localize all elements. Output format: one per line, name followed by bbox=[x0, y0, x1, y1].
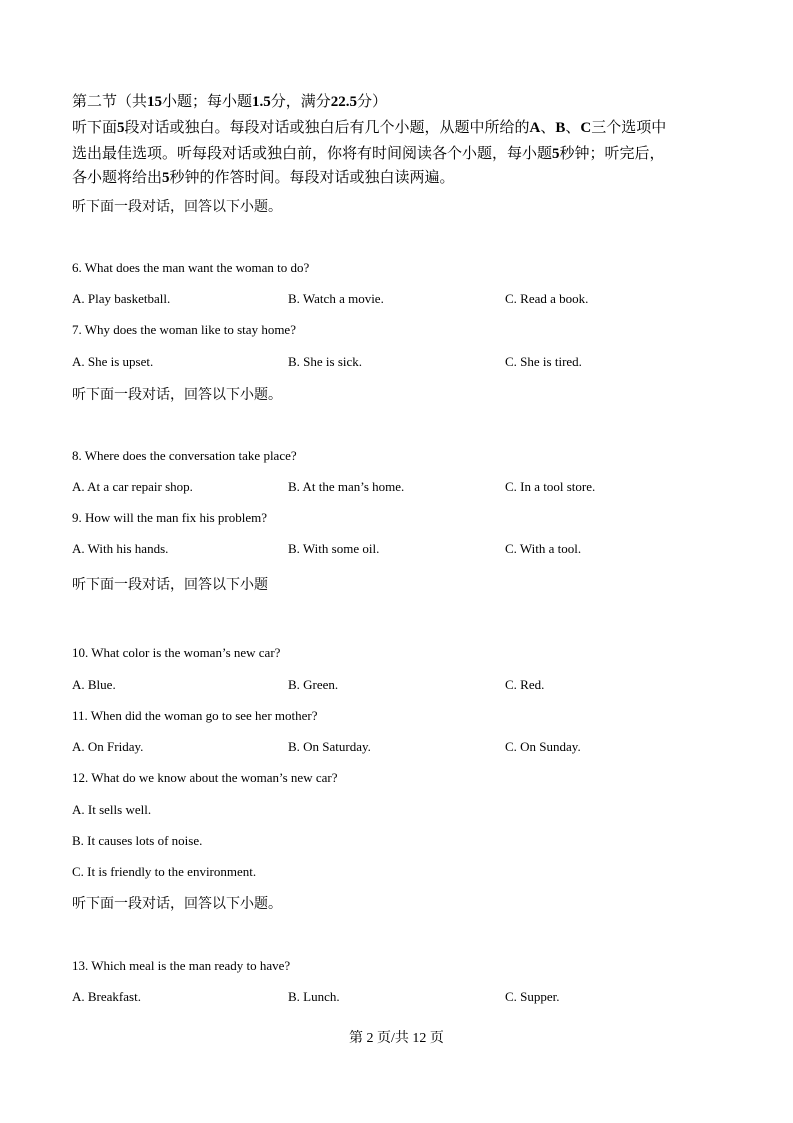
q10-option-b: B. Green. bbox=[288, 677, 339, 692]
q6-option-b: B. Watch a movie. bbox=[288, 291, 384, 306]
page-footer: 第 2 页/共 12 页 bbox=[349, 1031, 444, 1046]
q9-option-c: C. With a tool. bbox=[505, 541, 582, 556]
section-directions-line-1: 听下面5段对话或独白。每段对话或独白后有几个小题，从题中所给的A、B、C三个选项中 bbox=[72, 120, 667, 136]
q8-option-b: B. At the man’s home. bbox=[288, 479, 405, 494]
q11-option-a: A. On Friday. bbox=[72, 739, 144, 754]
q9-option-a: A. With his hands. bbox=[72, 541, 169, 556]
q6-option-c: C. Read a book. bbox=[505, 291, 589, 306]
question-13: 13. Which meal is the man ready to have? bbox=[72, 958, 291, 973]
q8-option-c: C. In a tool store. bbox=[505, 479, 596, 494]
q7-option-b: B. She is sick. bbox=[288, 354, 363, 369]
section-directions-line-3: 各小题将给出5秒钟的作答时间。每段对话或独白读两遍。 bbox=[72, 170, 455, 186]
section-title: 第二节（共15小题；每小题1.5分，满分22.5分） bbox=[72, 94, 388, 110]
q9-option-b: B. With some oil. bbox=[288, 541, 380, 556]
question-12: 12. What do we know about the woman’s new car? bbox=[72, 770, 338, 785]
listening-instruction: 听下面一段对话，回答以下小题。 bbox=[72, 388, 282, 403]
q7-option-c: C. She is tired. bbox=[505, 354, 582, 369]
question-7: 7. Why does the woman like to stay home? bbox=[72, 322, 296, 337]
section-directions-line-2: 选出最佳选项。听每段对话或独白前，你将有时间阅读各个小题，每小题5秒钟；听完后， bbox=[72, 146, 665, 162]
listening-instruction: 听下面一段对话，回答以下小题 bbox=[72, 578, 268, 593]
q7-option-a: A. She is upset. bbox=[72, 354, 154, 369]
question-6: 6. What does the man want the woman to do? bbox=[72, 260, 310, 275]
q10-option-c: C. Red. bbox=[505, 677, 545, 692]
q10-option-a: A. Blue. bbox=[72, 677, 116, 692]
q11-option-c: C. On Sunday. bbox=[505, 739, 581, 754]
question-11: 11. When did the woman go to see her mother? bbox=[72, 708, 318, 723]
question-9: 9. How will the man fix his problem? bbox=[72, 510, 267, 525]
q8-option-a: A. At a car repair shop. bbox=[72, 479, 193, 494]
question-8: 8. Where does the conversation take place? bbox=[72, 448, 297, 463]
question-10: 10. What color is the woman’s new car? bbox=[72, 645, 281, 660]
q12-option-c: C. It is friendly to the environment. bbox=[72, 864, 257, 879]
q12-option-a: A. It sells well. bbox=[72, 802, 152, 817]
q11-option-b: B. On Saturday. bbox=[288, 739, 371, 754]
q12-option-b: B. It causes lots of noise. bbox=[72, 833, 203, 848]
q6-option-a: A. Play basketball. bbox=[72, 291, 171, 306]
listening-instruction: 听下面一段对话，回答以下小题。 bbox=[72, 897, 282, 912]
q13-option-c: C. Supper. bbox=[505, 989, 560, 1004]
q13-option-a: A. Breakfast. bbox=[72, 989, 141, 1004]
q13-option-b: B. Lunch. bbox=[288, 989, 340, 1004]
listening-instruction: 听下面一段对话，回答以下小题。 bbox=[72, 200, 282, 215]
